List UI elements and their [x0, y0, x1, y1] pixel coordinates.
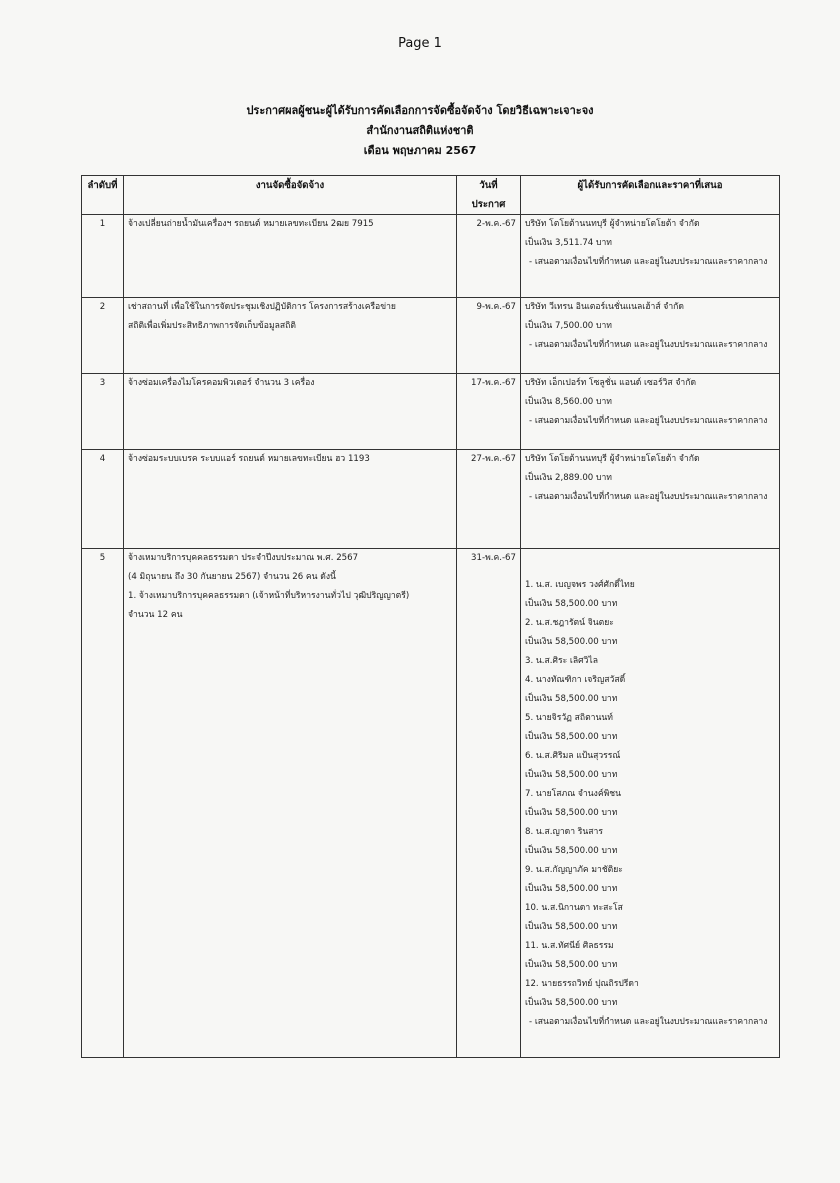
- winner-line: - เสนอตามเงื่อนไขที่กำหนด และอยู่ในงบประมาณและราคากลาง: [529, 492, 768, 502]
- winner-line: - เสนอตามเงื่อนไขที่กำหนด และอยู่ในงบประมาณและราคากลาง: [529, 340, 768, 350]
- title-line: (4 มิถุนายน ถึง 30 กันยายน 2567) จำนวน 26 คน ดังนี้: [128, 572, 336, 582]
- row-number: 5: [82, 549, 124, 1058]
- row-title: [124, 215, 457, 298]
- title-line: เช่าสถานที่ เพื่อใช้ในการจัดประชุมเชิงปฏิบัติการ โครงการสร้างเครือข่าย: [128, 302, 396, 312]
- title-line: 1. จ้างเหมาบริการบุคคลธรรมดา (เจ้าหน้าที่บริหารงานทั่วไป วุฒิปริญญาตรี): [128, 591, 410, 601]
- winner-line: 1. น.ส. เบญจพร วงศ์ศักดิ์ไทย: [525, 580, 635, 590]
- winner-line: 12. นายธรรถวิทย์ ปุณถิรปรีดา: [525, 979, 639, 989]
- winner-line: 2. น.ส.ชฎารัตน์ จินตยะ: [525, 618, 614, 628]
- winner-line: 10. น.ส.นิกานดา ทะสะโส: [525, 903, 623, 913]
- table-row: [82, 298, 780, 374]
- winner-line: เป็นเงิน 58,500.00 บาท: [525, 808, 618, 818]
- row-date: 2-พ.ค.-67: [457, 215, 521, 298]
- header-no: ลำดับที่: [82, 176, 124, 215]
- winner-line: 8. น.ส.ญาดา รินสาร: [525, 827, 603, 837]
- winner-line: เป็นเงิน 58,500.00 บาท: [525, 960, 618, 970]
- heading-line-1: ประกาศผลผู้ชนะผู้ได้รับการคัดเลือกการจัดซื้อจัดจ้าง โดยวิธีเฉพาะเจาะจง: [246, 104, 594, 117]
- winner-line: บริษัท วีเทรน อินเตอร์เนชั่นแนลเฮ้าส์ จำกัด: [525, 302, 684, 312]
- winner-line: เป็นเงิน 58,500.00 บาท: [525, 732, 618, 742]
- document-heading: [0, 101, 840, 161]
- winner-line: เป็นเงิน 58,500.00 บาท: [525, 694, 618, 704]
- winner-line: 7. นายโสภณ จำนงค์พิชน: [525, 789, 621, 799]
- winner-line: เป็นเงิน 8,560.00 บาท: [525, 397, 612, 407]
- winner-line: - เสนอตามเงื่อนไขที่กำหนด และอยู่ในงบประมาณและราคากลาง: [529, 416, 768, 426]
- row-title: [124, 374, 457, 450]
- winner-line: 3. น.ส.ศิระ เลิศวิไล: [525, 656, 599, 666]
- winner-line: 11. น.ส.ทัศนีย์ ศิลธรรม: [525, 941, 614, 951]
- winner-line: เป็นเงิน 58,500.00 บาท: [525, 599, 618, 609]
- winner-line: 5. นายจิรวัฏ สถิตานนท์: [525, 713, 613, 723]
- page-label: Page 1: [398, 36, 442, 51]
- winner-line: 9. น.ส.กัญญาภัค มาชัติยะ: [525, 865, 623, 875]
- row-number: 1: [82, 215, 124, 298]
- winner-line: บริษัท โตโยต้านนทบุรี ผู้จำหน่ายโตโยต้า จำกัด: [525, 454, 700, 464]
- row-winner: [521, 298, 780, 374]
- row-winner: [521, 549, 780, 1058]
- winner-line: เป็นเงิน 58,500.00 บาท: [525, 846, 618, 856]
- header-title: งานจัดซื้อจัดจ้าง: [124, 176, 457, 215]
- header-date: วันที่ ประกาศ: [457, 176, 521, 215]
- heading-line-2: สำนักงานสถิติแห่งชาติ: [366, 124, 474, 137]
- row-date: 31-พ.ค.-67: [457, 549, 521, 1058]
- title-line: จ้างเหมาบริการบุคคลธรรมดา ประจำปีงบประมาณ พ.ศ. 2567: [128, 553, 359, 563]
- procurement-table: [81, 175, 780, 1058]
- row-number: 4: [82, 450, 124, 549]
- winner-line: เป็นเงิน 58,500.00 บาท: [525, 770, 618, 780]
- row-number: 3: [82, 374, 124, 450]
- winner-line: เป็นเงิน 58,500.00 บาท: [525, 922, 618, 932]
- winner-line: บริษัท เอ็กเปอร์ท โซลูชั่น แอนด์ เซอร์วิส จำกัด: [525, 378, 697, 388]
- title-line: จ้างซ่อมเครื่องไมโครคอมพิวเตอร์ จำนวน 3 เครื่อง: [128, 378, 315, 388]
- title-line: จ้างเปลี่ยนถ่ายน้ำมันเครื่องฯ รถยนต์ หมายเลขทะเบียน 2ฒย 7915: [128, 219, 374, 229]
- heading-line-3: เดือน พฤษภาคม 2567: [363, 144, 477, 157]
- table-row: [82, 215, 780, 298]
- winner-line: เป็นเงิน 58,500.00 บาท: [525, 637, 618, 647]
- row-winner: [521, 374, 780, 450]
- table-row: [82, 450, 780, 549]
- list-spacer: [525, 549, 775, 576]
- title-line: สถิติเพื่อเพิ่มประสิทธิภาพการจัดเก็บข้อมูลสถิติ: [128, 321, 296, 331]
- winner-line: เป็นเงิน 58,500.00 บาท: [525, 998, 618, 1008]
- winner-line: เป็นเงิน 7,500.00 บาท: [525, 321, 612, 331]
- table-row: [82, 549, 780, 1058]
- title-line: จำนวน 12 คน: [128, 610, 183, 620]
- winner-line: - เสนอตามเงื่อนไขที่กำหนด และอยู่ในงบประมาณและราคากลาง: [529, 1017, 768, 1027]
- header-winner: ผู้ได้รับการคัดเลือกและราคาที่เสนอ: [521, 176, 780, 215]
- winner-line: บริษัท โตโยต้านนทบุรี ผู้จำหน่ายโตโยต้า จำกัด: [525, 219, 700, 229]
- title-line: จ้างซ่อมระบบเบรค ระบบแอร์ รถยนต์ หมายเลขทะเบียน ฮว 1193: [128, 454, 370, 464]
- winner-line: - เสนอตามเงื่อนไขที่กำหนด และอยู่ในงบประมาณและราคากลาง: [529, 257, 768, 267]
- winner-line: 6. น.ส.ศิริมล แป้นสุวรรณ์: [525, 751, 621, 761]
- row-winner: [521, 450, 780, 549]
- row-date: 9-พ.ค.-67: [457, 298, 521, 374]
- winner-line: เป็นเงิน 58,500.00 บาท: [525, 884, 618, 894]
- row-title: [124, 450, 457, 549]
- row-date: 17-พ.ค.-67: [457, 374, 521, 450]
- winner-line: เป็นเงิน 3,511.74 บาท: [525, 238, 612, 248]
- row-title: [124, 298, 457, 374]
- table-header-row: [82, 176, 780, 215]
- row-winner: [521, 215, 780, 298]
- row-number: 2: [82, 298, 124, 374]
- row-title: [124, 549, 457, 1058]
- row-date: 27-พ.ค.-67: [457, 450, 521, 549]
- winner-line: เป็นเงิน 2,889.00 บาท: [525, 473, 612, 483]
- table-row: [82, 374, 780, 450]
- winner-line: 4. นางทัณฑิกา เจริญสวัสดิ์: [525, 675, 626, 685]
